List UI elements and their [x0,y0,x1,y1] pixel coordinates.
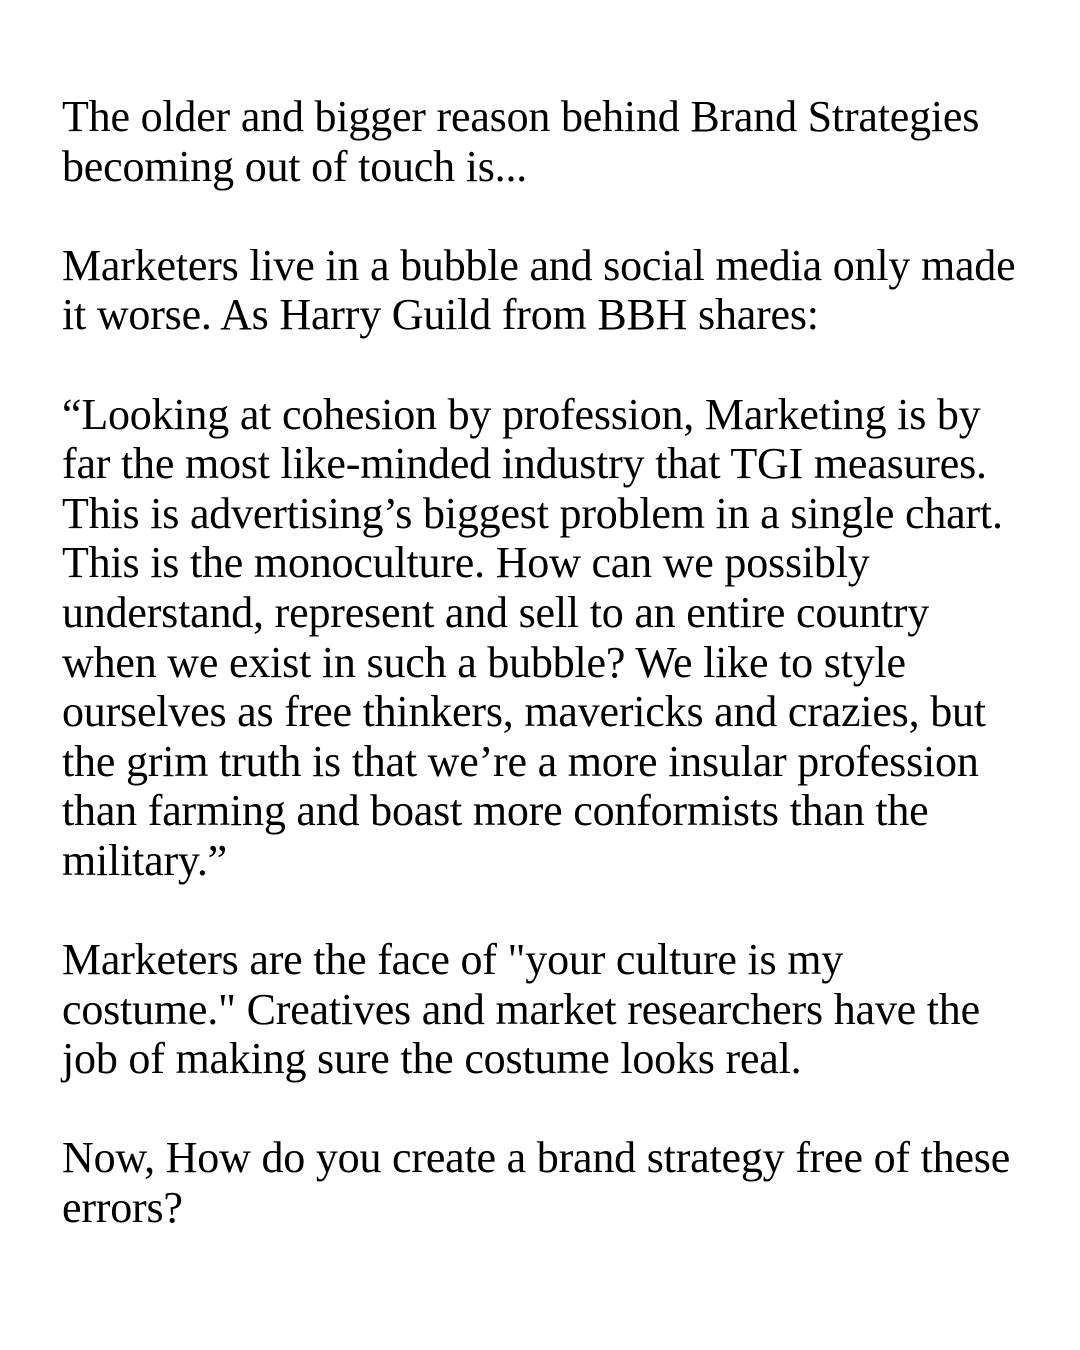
quote-paragraph: “Looking at cohesion by profession, Marketing is by far the most like-minded industry that TGI measures. This is advertising’s biggest problem in a single chart. This is the monoculture. How can we possibly understand, represent and sell to an entire country when we exist in such a bubble? We like to style ourselves as free thinkers, mavericks and crazies, but the grim truth is that we’re a more insular profession than farming and boast more conformists than the military.” [62,389,1003,885]
text-post [62,92,1027,1233]
bubble-paragraph: Marketers live in a bubble and social media only made it worse. As Harry Guild from BBH shares: [62,240,1016,340]
intro-paragraph: The older and bigger reason behind Brand Strategies becoming out of touch is... [62,92,980,191]
costume-paragraph: Marketers are the face of "your culture is my costume." Creatives and market researchers have the job of making sure the costume looks real. [62,935,980,1084]
question-paragraph: Now, How do you create a brand strategy free of these errors? [62,1133,1011,1233]
